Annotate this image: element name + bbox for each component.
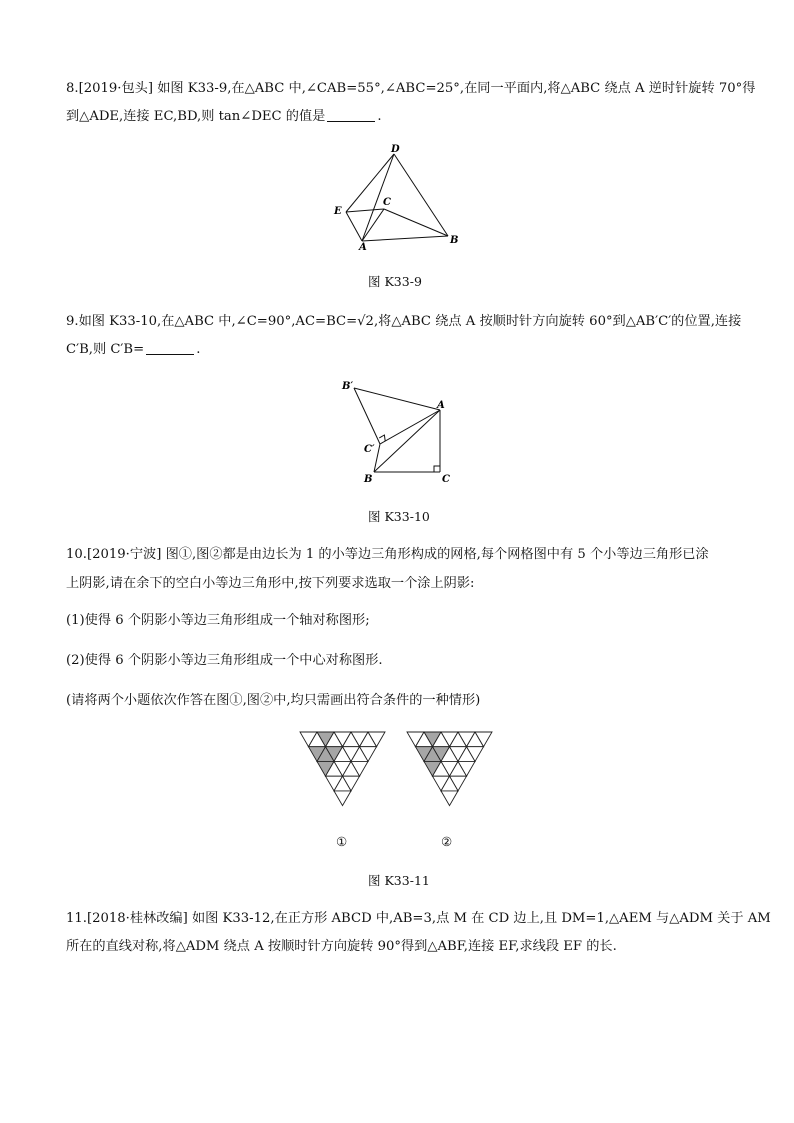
q8-line1: 8.[2019·包头] 如图 K33-9,在△ABC 中,∠CAB=55°,∠ABC=25°,在同一平面内,将△ABC 绕点 A 逆时针旋转 70°得 — [66, 81, 756, 96]
q8-label-C: C — [383, 197, 391, 208]
q10-item2: (2)使得 6 个阴影小等边三角形组成一个中心对称图形. — [66, 653, 383, 668]
q8-label-B: B — [450, 235, 459, 246]
q9-label-Bprime: B′ — [342, 381, 354, 392]
q9-line2-text: C′B,则 C′B= — [66, 342, 145, 357]
q8-caption: 图 K33-9 — [368, 274, 422, 289]
q11-line1: 11.[2018·桂林改编] 如图 K33-12,在正方形 ABCD 中,AB=3,点 M 在 CD 边上,且 DM=1,△AEM 与△ADM 关于 AM — [66, 911, 771, 926]
grid-figure-2[interactable] — [405, 730, 495, 810]
q8-line2-text: 到△ADE,连接 EC,BD,则 tan∠DEC 的值是 — [66, 109, 326, 124]
q9-label-Cprime: C′ — [364, 444, 375, 455]
q11-line2: 所在的直线对称,将△ADM 绕点 A 按顺时针方向旋转 90°得到△ABF,连接 EF,求线段 EF 的长. — [66, 939, 617, 954]
q9-label-B: B — [364, 474, 373, 485]
q10-note: (请将两个小题依次作答在图①,图②中,均只需画出符合条件的一种情形) — [66, 693, 481, 708]
q9-label-A: A — [437, 400, 445, 411]
q8-label-D: D — [391, 144, 400, 155]
grid-figure-1[interactable] — [298, 730, 388, 810]
q9-line2-end: . — [196, 342, 201, 357]
q9-caption: 图 K33-10 — [368, 509, 430, 524]
q8-label-E: E — [334, 206, 342, 217]
figure-k33-10 — [334, 372, 464, 490]
q10-line1: 10.[2019·宁波] 图①,图②都是由边长为 1 的小等边三角形构成的网格,每个网格图中有 5 个小等边三角形已涂 — [66, 547, 709, 562]
grid-cell[interactable] — [334, 791, 351, 806]
q10-caption: 图 K33-11 — [368, 873, 430, 888]
q10-line2: 上阴影,请在余下的空白小等边三角形中,按下列要求选取一个涂上阴影: — [66, 576, 475, 591]
q10-item1: (1)使得 6 个阴影小等边三角形组成一个轴对称图形; — [66, 613, 370, 628]
figure-k33-9 — [328, 140, 468, 258]
q9-line2 — [66, 341, 200, 359]
grid-figure-2-label: ② — [441, 834, 453, 849]
q9-line1: 9.如图 K33-10,在△ABC 中,∠C=90°,AC=BC=√2,将△ABC 绕点 A 按顺时针方向旋转 60°到△AB′C′的位置,连接 — [66, 314, 742, 329]
q9-answer-blank[interactable] — [146, 342, 194, 355]
q9-label-C: C — [442, 474, 450, 485]
grid-cell[interactable] — [441, 791, 458, 806]
grid-figure-1-label: ① — [336, 834, 348, 849]
q8-answer-blank[interactable] — [327, 109, 375, 122]
q8-line2-end: . — [377, 109, 382, 124]
q8-line2 — [66, 108, 382, 126]
q8-label-A: A — [359, 242, 367, 253]
